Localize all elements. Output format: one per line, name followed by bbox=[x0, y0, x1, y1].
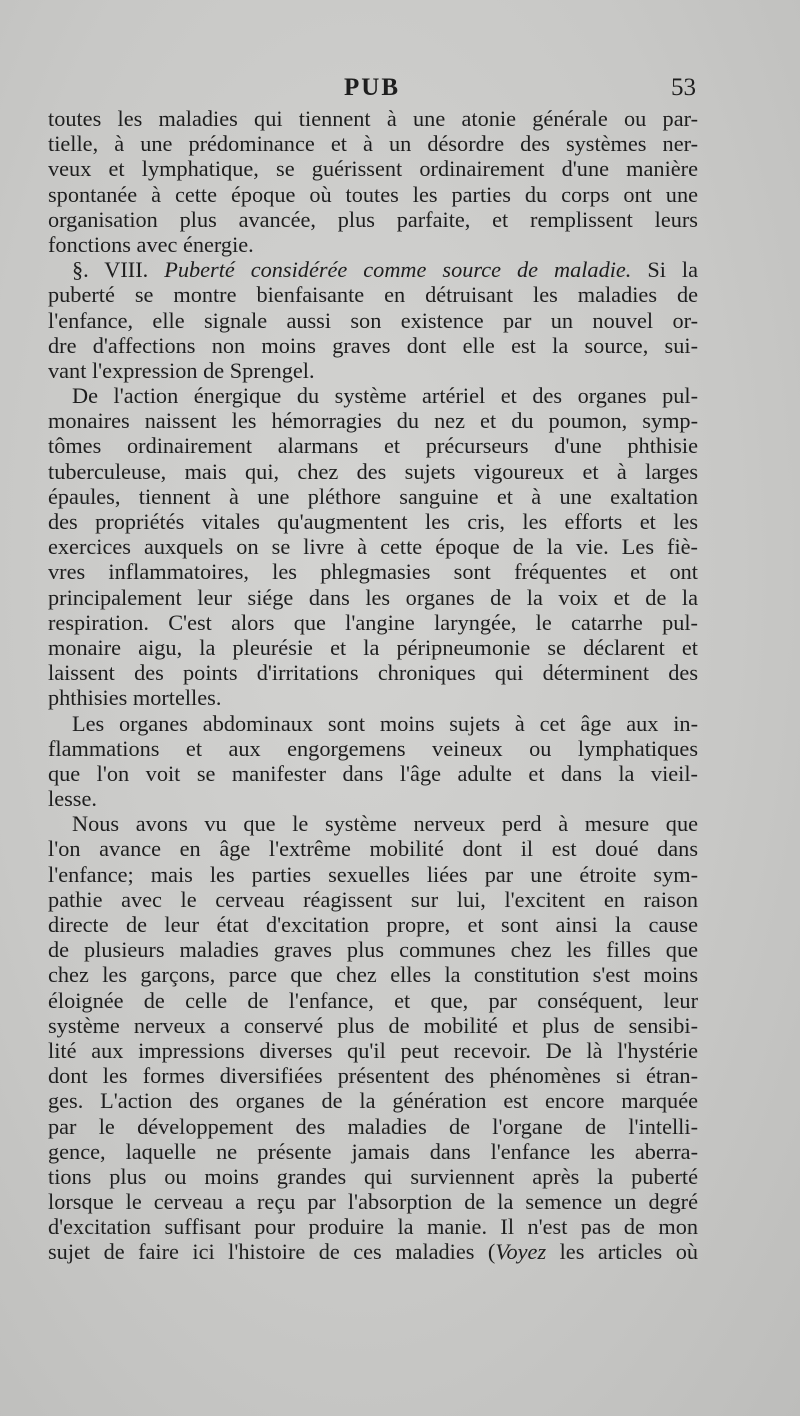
text-line: l'on avance en âge l'extrême mobilité dont il est doué dans bbox=[48, 836, 698, 862]
final-line-before: sujet de faire ici l'histoire de ces maladies ( bbox=[48, 1239, 496, 1265]
text-line: puberté se montre bienfaisante en détruisant les maladies de bbox=[48, 282, 698, 308]
text-line: des propriétés vitales qu'augmentent les cris, les efforts et les bbox=[48, 509, 698, 534]
section-number: §. VIII. bbox=[72, 257, 149, 283]
text-line: système nerveux a conservé plus de mobilité et plus de sensibi- bbox=[48, 1012, 698, 1038]
text-line: directe de leur état d'excitation propre, et sont ainsi la cause bbox=[48, 912, 698, 937]
text-line: vant l'expression de Sprengel. bbox=[48, 357, 315, 383]
text-line: principalement leur siége dans les organes de la voix et de la bbox=[48, 584, 698, 610]
final-line-italic: Voyez bbox=[495, 1239, 547, 1265]
text-line: monaire aigu, la pleurésie et la péripneumonie se déclarent et bbox=[48, 634, 698, 660]
text-line: tielle, à une prédominance et à un désordre des systèmes ner- bbox=[48, 131, 698, 157]
text-line: l'enfance, elle signale aussi son existence par un nouvel or- bbox=[48, 307, 698, 333]
text-line: gence, laquelle ne présente jamais dans l'enfance les aberra- bbox=[48, 1138, 698, 1164]
text-line: monaires naissent les hémorragies du nez et du poumon, symp- bbox=[48, 408, 698, 434]
text-line: tômes ordinairement alarmans et précurseurs d'une phthisie bbox=[48, 433, 698, 459]
text-line: dont les formes diversifiées présentent des phénomènes si étran- bbox=[48, 1063, 698, 1089]
text-line: respiration. C'est alors que l'angine laryngée, le catarrhe pul- bbox=[48, 609, 698, 635]
text-line: lité aux impressions diverses qu'il peut recevoir. De là l'hystérie bbox=[48, 1037, 698, 1063]
running-head: PUB bbox=[344, 74, 400, 101]
text-line: spontanée à cette époque où toutes les parties du corps ont une bbox=[48, 181, 698, 207]
text-line: laissent des points d'irritations chroniques qui déterminent des bbox=[48, 660, 698, 686]
page-header bbox=[46, 72, 698, 108]
text-line: exercices auxquels on se livre à cette époque de la vie. Les fiè- bbox=[48, 534, 698, 560]
section-heading-rest: Si la bbox=[647, 257, 699, 283]
section-title: Puberté considérée comme source de maladie. bbox=[164, 257, 632, 283]
text-line: tions plus ou moins grandes qui surviennent après la puberté bbox=[48, 1163, 698, 1189]
text-line: pathie avec le cerveau réagissent sur lui, l'excitent en raison bbox=[48, 886, 698, 912]
text-line: dre d'affections non moins graves dont elle est la source, sui- bbox=[48, 332, 698, 358]
text-line: l'enfance; mais les parties sexuelles liées par une étroite sym- bbox=[48, 861, 698, 887]
final-line-after: les articles où bbox=[546, 1239, 699, 1265]
paragraph-start: Nous avons vu que le système nerveux perd à mesure que bbox=[72, 811, 698, 837]
paragraph-start: De l'action énergique du système artériel et des organes pul- bbox=[72, 383, 698, 409]
text-line: épaules, tiennent à une pléthore sanguine et à une exaltation bbox=[48, 483, 698, 509]
text-line: phthisies mortelles. bbox=[48, 685, 222, 711]
text-line: toutes les maladies qui tiennent à une atonie générale ou par- bbox=[48, 106, 698, 131]
page-number: 53 bbox=[671, 74, 696, 101]
text-line: veux et lymphatique, se guérissent ordinairement d'une manière bbox=[48, 156, 698, 182]
text-line: lorsque le cerveau a reçu par l'absorption de la semence un degré bbox=[48, 1189, 698, 1215]
paragraph-start: Les organes abdominaux sont moins sujets à cet âge aux in- bbox=[72, 710, 698, 736]
text-line: ges. L'action des organes de la génération est encore marquée bbox=[48, 1088, 698, 1114]
text-line: que l'on voit se manifester dans l'âge adulte et dans la vieil- bbox=[48, 760, 698, 786]
text-line: vres inflammatoires, les phlegmasies sont fréquentes et ont bbox=[48, 559, 698, 585]
text-line: organisation plus avancée, plus parfaite, et remplissent leurs bbox=[48, 206, 698, 232]
body-text bbox=[48, 106, 698, 1265]
text-line: chez les garçons, parce que chez elles la constitution s'est moins bbox=[48, 962, 698, 988]
text-line: flammations et aux engorgemens veineux ou lymphatiques bbox=[48, 735, 698, 761]
text-line: fonctions avec énergie. bbox=[48, 231, 254, 257]
text-line-final bbox=[48, 1239, 698, 1264]
text-line: lesse. bbox=[48, 786, 97, 812]
text-line: d'excitation suffisant pour produire la manie. Il n'est pas de mon bbox=[48, 1214, 698, 1240]
text-line: par le développement des maladies de l'organe de l'intelli- bbox=[48, 1113, 698, 1139]
text-line: de plusieurs maladies graves plus communes chez les filles que bbox=[48, 937, 698, 963]
section-heading-line bbox=[48, 257, 698, 282]
text-line: éloignée de celle de l'enfance, et que, par conséquent, leur bbox=[48, 987, 698, 1013]
text-line: tuberculeuse, mais qui, chez des sujets vigoureux et à larges bbox=[48, 458, 698, 484]
